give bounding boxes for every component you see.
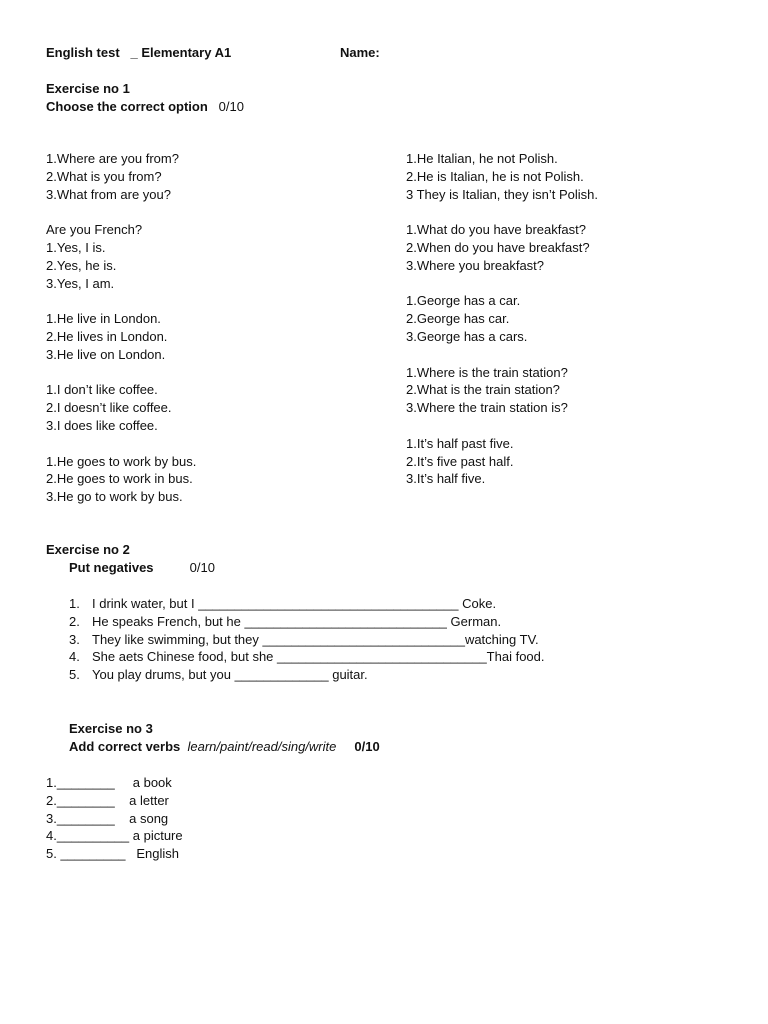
question-line: 1.He Italian, he not Polish. <box>406 151 558 166</box>
question-line: 1.George has a car. <box>406 293 521 309</box>
question-line: 3.Where the train station is? <box>406 400 568 416</box>
spacer <box>406 346 598 364</box>
spacer <box>406 203 598 221</box>
exercise3-score: 0/10 <box>354 739 380 754</box>
list-item <box>69 648 545 666</box>
exercise2-list <box>69 595 545 684</box>
question-line: 2.When do you have breakfast? <box>406 239 590 255</box>
item-text: I drink water, but I ____________________________________ Coke. <box>92 596 497 611</box>
list-item: 1.________ a book <box>46 775 172 790</box>
question-line: 2.Yes, he is. <box>46 257 117 273</box>
question-line: 2.George has car. <box>406 311 510 327</box>
spacer <box>46 364 196 382</box>
question-line: 1.What do you have breakfast? <box>406 222 586 238</box>
list-item <box>69 666 545 684</box>
item-text: He speaks French, but he ____________________________ German. <box>92 613 502 629</box>
exercise1-score: 0/10 <box>218 99 244 114</box>
exercise1-instruction: Choose the correct option <box>46 99 208 114</box>
test-title: English test _ Elementary A1 <box>46 45 232 60</box>
question-line: 1.He goes to work by bus. <box>46 453 197 469</box>
question-line: 2.He is Italian, he is not Polish. <box>406 168 584 184</box>
question-line: 2.I doesn’t like coffee. <box>46 400 172 416</box>
question-line: 3.I does like coffee. <box>46 417 158 433</box>
question-line: 1.He live in London. <box>46 311 161 327</box>
exercise2-instruction-line <box>69 559 215 577</box>
exercise2-score: 0/10 <box>189 560 215 575</box>
question-line: 3.Yes, I am. <box>46 275 115 291</box>
spacer <box>406 417 598 435</box>
item-text: They like swimming, but they ____________________________watching TV. <box>92 631 539 647</box>
item-text: You play drums, but you _____________ guitar. <box>92 667 368 683</box>
question-line: 3 They is Italian, they isn’t Polish. <box>406 186 598 202</box>
question-line: 1.It’s half past five. <box>406 435 514 451</box>
list-item <box>69 595 545 613</box>
exercise3-instruction-line <box>69 738 380 756</box>
question-line: 2.He lives in London. <box>46 328 168 344</box>
spacer <box>46 292 196 310</box>
list-item <box>69 613 545 631</box>
item-number: 1. <box>69 596 80 611</box>
question-line: 3.George has a cars. <box>406 328 528 344</box>
item-text: She aets Chinese food, but she _____________________________Thai food. <box>92 649 545 665</box>
exercise3-heading: Exercise no 3 <box>69 721 153 736</box>
question-line: 2.What is you from? <box>46 168 162 184</box>
item-number: 2. <box>69 613 80 629</box>
name-label: Name: <box>340 45 380 60</box>
question-line: 1.Yes, I is. <box>46 239 106 255</box>
question-line: 3.It’s half five. <box>406 471 486 487</box>
list-item: 3.________ a song <box>46 810 169 826</box>
question-line: 1.Where are you from? <box>46 151 179 166</box>
exercise3-list <box>46 774 183 863</box>
spacer <box>406 275 598 293</box>
question-line: 3.He live on London. <box>46 346 166 362</box>
list-item: 2.________ a letter <box>46 792 169 808</box>
list-item <box>69 631 545 649</box>
spacer <box>46 203 196 221</box>
exercise3-verbs: learn/paint/read/sing/write <box>187 739 337 754</box>
list-item: 4.__________ a picture <box>46 828 183 844</box>
question-line: 3.Where you breakfast? <box>406 257 545 273</box>
spacer <box>46 435 196 453</box>
list-item: 5. _________ English <box>46 846 179 862</box>
question-line: Are you French? <box>46 222 143 238</box>
question-line: 1.Where is the train station? <box>406 364 568 380</box>
exercise1-heading: Exercise no 1 <box>46 81 130 96</box>
exercise1-right-column <box>406 150 598 488</box>
exercise2-instruction: Put negatives <box>69 560 154 575</box>
question-line: 3.What from are you? <box>46 186 171 202</box>
item-number: 5. <box>69 667 80 683</box>
question-line: 3.He go to work by bus. <box>46 489 183 505</box>
question-line: 1.I don’t like coffee. <box>46 382 158 398</box>
exercise3-instruction: Add correct verbs <box>69 739 181 754</box>
exercise1-left-column <box>46 150 196 506</box>
exercise2-heading: Exercise no 2 <box>46 542 130 557</box>
question-line: 2.He goes to work in bus. <box>46 471 193 487</box>
item-number: 3. <box>69 631 80 647</box>
exercise1-instruction-line <box>46 98 244 116</box>
question-line: 2.What is the train station? <box>406 382 560 398</box>
item-number: 4. <box>69 649 80 665</box>
question-line: 2.It’s five past half. <box>406 453 514 469</box>
